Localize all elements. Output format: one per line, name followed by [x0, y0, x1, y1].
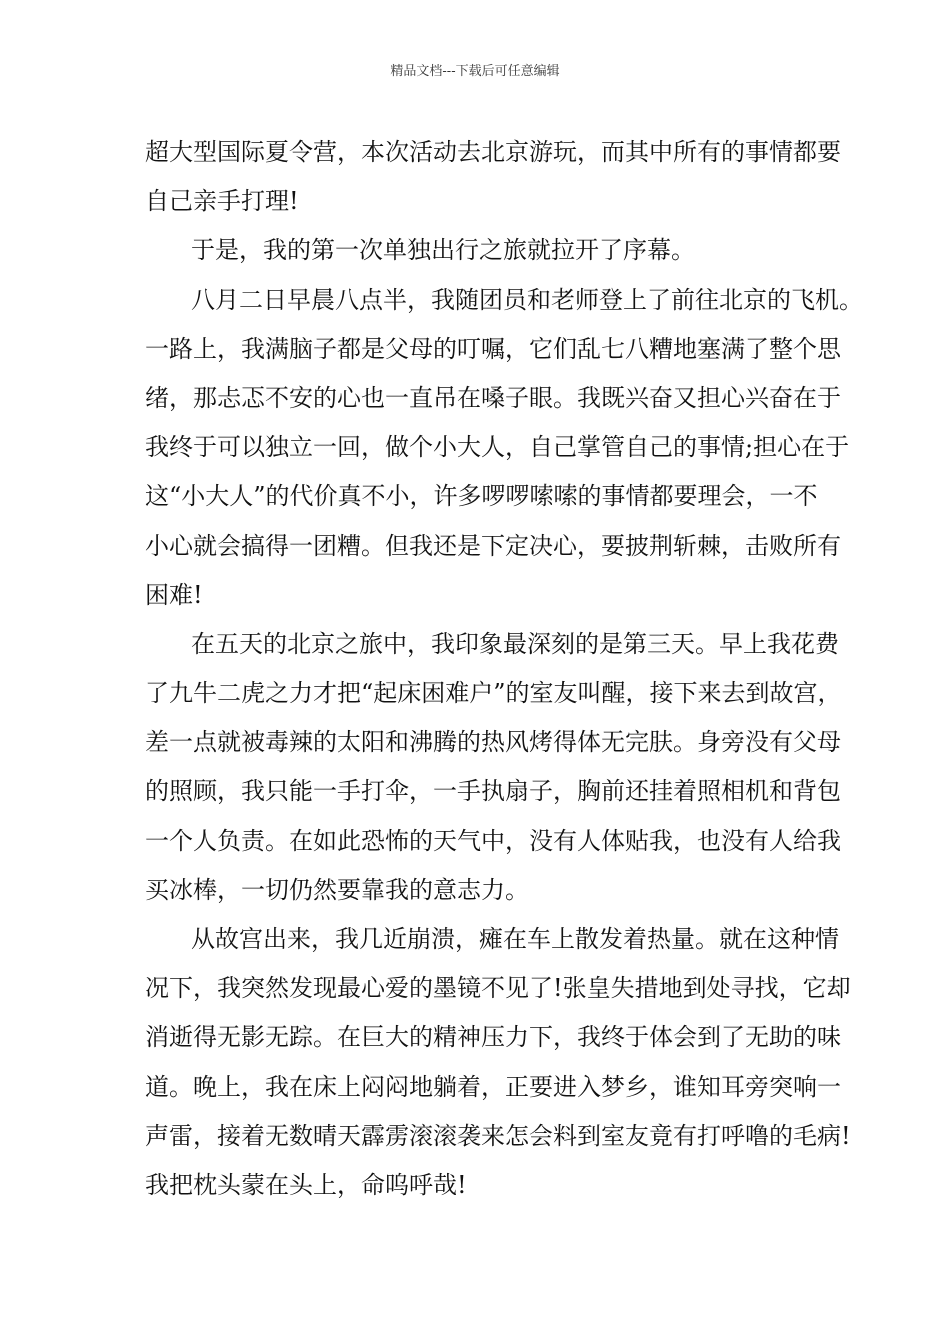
text-line: 这“小大人”的代价真不小，许多啰啰嗦嗦的事情都要理会，一不: [145, 482, 818, 511]
text-line: 在五天的北京之旅中，我印象最深刻的是第三天。早上我花费: [191, 629, 839, 658]
document-body: [145, 128, 863, 1210]
text-line: 从故宫出来，我几近崩溃，瘫在车上散发着热量。就在这种情: [191, 925, 839, 953]
text-line: 道。晚上，我在床上闷闷地躺着，正要进入梦乡，谁知耳旁突响一: [145, 1072, 841, 1101]
text-line: 小心就会搞得一团糟。但我还是下定决心，要披荆斩棘，击败所有: [145, 531, 841, 560]
text-line: 一路上，我满脑子都是父母的叮嘱，它们乱七八糟地塞满了整个思: [145, 334, 841, 363]
text-line: 差一点就被毒辣的太阳和沸腾的热风烤得体无完肤。身旁没有父母: [145, 728, 841, 757]
text-line: 困难!: [145, 580, 203, 609]
text-line: 一个人负责。在如此恐怖的天气中，没有人体贴我，也没有人给我: [145, 826, 841, 855]
text-line: 于是，我的第一次单独出行之旅就拉开了序幕。: [191, 236, 695, 265]
text-line: 买冰棒，一切仍然要靠我的意志力。: [145, 875, 529, 904]
text-line: 况下，我突然发现最心爱的墨镜不见了!张皇失措地到处寻找，它却: [145, 974, 851, 1003]
text-line: 我终于可以独立一回，做个小大人，自己掌管自己的事情;担心在于: [145, 433, 850, 462]
text-line: 自己亲手打理!: [145, 187, 299, 216]
page-header: 精品文档---下载后可任意编辑: [390, 64, 560, 79]
text-line: 绪，那忐忑不安的心也一直吊在嗓子眼。我既兴奋又担心兴奋在于: [145, 383, 841, 412]
text-line: 超大型国际夏令营，本次活动去北京游玩，而其中所有的事情都要: [145, 138, 841, 166]
text-line: 八月二日早晨八点半，我随团员和老师登上了前往北京的飞机。: [191, 285, 863, 314]
text-line: 了九牛二虎之力才把“起床困难户”的室友叫醒，接下来去到故宫，: [145, 679, 842, 708]
text-line: 的照顾，我只能一手打伞，一手执扇子，胸前还挂着照相机和背包: [145, 777, 841, 806]
text-line: 消逝得无影无踪。在巨大的精神压力下，我终于体会到了无助的味: [145, 1023, 841, 1052]
text-line: 我把枕头蒙在头上，命呜呼哉!: [145, 1170, 467, 1199]
text-line: 声雷，接着无数晴天霹雳滚滚袭来怎会料到室友竟有打呼噜的毛病!: [145, 1121, 851, 1150]
